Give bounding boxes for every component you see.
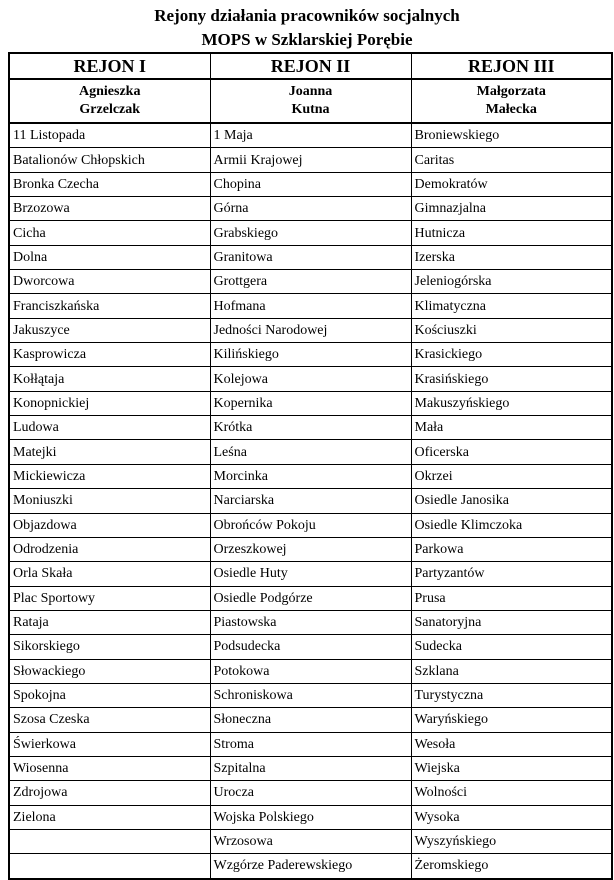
table-row	[9, 586, 612, 610]
table-row	[9, 123, 612, 148]
street-cell-region-2: Urocza	[210, 781, 411, 805]
table-row	[9, 489, 612, 513]
title-line-2: MOPS w Szklarskiej Porębie	[201, 30, 413, 49]
street-cell-region-1: Moniuszki	[9, 489, 210, 513]
street-rows	[9, 123, 612, 879]
street-cell-region-1: 11 Listopada	[9, 123, 210, 148]
region-2-header: REJON II	[210, 53, 411, 79]
street-cell-region-3: Wysoka	[411, 805, 612, 829]
street-cell-region-3: Sanatoryjna	[411, 610, 612, 634]
table-row	[9, 367, 612, 391]
street-cell-region-2: Szpitalna	[210, 756, 411, 780]
street-cell-region-2: Górna	[210, 197, 411, 221]
street-cell-region-2: Kopernika	[210, 391, 411, 415]
street-cell-region-3: Wiejska	[411, 756, 612, 780]
street-cell-region-3: Okrzei	[411, 464, 612, 488]
table-row	[9, 221, 612, 245]
street-cell-region-2: Krótka	[210, 416, 411, 440]
street-cell-region-3: Kościuszki	[411, 318, 612, 342]
street-cell-region-3: Krasińskiego	[411, 367, 612, 391]
street-cell-region-2: Granitowa	[210, 245, 411, 269]
table-row	[9, 197, 612, 221]
street-cell-region-3: Izerska	[411, 245, 612, 269]
table-row	[9, 172, 612, 196]
street-cell-region-1: Świerkowa	[9, 732, 210, 756]
street-cell-region-1	[9, 829, 210, 853]
street-cell-region-1: Dworcowa	[9, 270, 210, 294]
street-cell-region-2: Narciarska	[210, 489, 411, 513]
document-title	[0, 4, 614, 52]
street-cell-region-3: Parkowa	[411, 537, 612, 561]
table-row	[9, 245, 612, 269]
region-header-row	[9, 53, 612, 79]
street-cell-region-1: Rataja	[9, 610, 210, 634]
street-cell-region-2: Grottgera	[210, 270, 411, 294]
table-row	[9, 440, 612, 464]
street-cell-region-2: Schroniskowa	[210, 683, 411, 707]
region-1-header: REJON I	[9, 53, 210, 79]
table-row	[9, 148, 612, 172]
table-row	[9, 708, 612, 732]
table-row	[9, 294, 612, 318]
street-cell-region-1: Jakuszyce	[9, 318, 210, 342]
street-cell-region-1: Kasprowicza	[9, 343, 210, 367]
street-cell-region-3: Hutnicza	[411, 221, 612, 245]
street-cell-region-1: Szosa Czeska	[9, 708, 210, 732]
street-cell-region-1: Franciszkańska	[9, 294, 210, 318]
table-row	[9, 270, 612, 294]
table-row	[9, 562, 612, 586]
street-cell-region-1: Ludowa	[9, 416, 210, 440]
street-cell-region-1: Zdrojowa	[9, 781, 210, 805]
street-cell-region-3: Wyszyńskiego	[411, 829, 612, 853]
street-cell-region-3: Prusa	[411, 586, 612, 610]
street-cell-region-1	[9, 854, 210, 879]
region-3-worker	[411, 79, 612, 123]
street-cell-region-1: Dolna	[9, 245, 210, 269]
table-row	[9, 343, 612, 367]
street-cell-region-3: Sudecka	[411, 635, 612, 659]
table-row	[9, 829, 612, 853]
street-cell-region-3: Klimatyczna	[411, 294, 612, 318]
street-cell-region-1: Konopnickiej	[9, 391, 210, 415]
table-row	[9, 781, 612, 805]
street-cell-region-3: Krasickiego	[411, 343, 612, 367]
street-cell-region-2: Orzeszkowej	[210, 537, 411, 561]
street-cell-region-2: Wzgórze Paderewskiego	[210, 854, 411, 879]
street-cell-region-3: Turystyczna	[411, 683, 612, 707]
street-cell-region-1: Plac Sportowy	[9, 586, 210, 610]
street-cell-region-2: Leśna	[210, 440, 411, 464]
worker-last-name: Kutna	[291, 102, 330, 117]
street-cell-region-3: Wesoła	[411, 732, 612, 756]
street-cell-region-2: Osiedle Huty	[210, 562, 411, 586]
street-cell-region-2: Wrzosowa	[210, 829, 411, 853]
street-cell-region-1: Bronka Czecha	[9, 172, 210, 196]
street-cell-region-2: Osiedle Podgórze	[210, 586, 411, 610]
worker-first-name: Małgorzata	[476, 84, 546, 99]
street-cell-region-2: Obrońców Pokoju	[210, 513, 411, 537]
street-cell-region-3: Mała	[411, 416, 612, 440]
street-cell-region-2: Stroma	[210, 732, 411, 756]
street-cell-region-2: Armii Krajowej	[210, 148, 411, 172]
street-cell-region-2: Podsudecka	[210, 635, 411, 659]
table-row	[9, 610, 612, 634]
table-row	[9, 537, 612, 561]
street-cell-region-2: 1 Maja	[210, 123, 411, 148]
worker-first-name: Agnieszka	[79, 84, 141, 99]
street-cell-region-3: Osiedle Klimczoka	[411, 513, 612, 537]
worker-last-name: Małecka	[485, 102, 537, 117]
street-cell-region-1: Wiosenna	[9, 756, 210, 780]
region-2-worker	[210, 79, 411, 123]
table-row	[9, 683, 612, 707]
street-cell-region-1: Słowackiego	[9, 659, 210, 683]
street-cell-region-3: Wolności	[411, 781, 612, 805]
street-cell-region-3: Demokratów	[411, 172, 612, 196]
street-cell-region-3: Żeromskiego	[411, 854, 612, 879]
street-cell-region-2: Kilińskiego	[210, 343, 411, 367]
street-cell-region-3: Szklana	[411, 659, 612, 683]
table-row	[9, 635, 612, 659]
worker-name-row	[9, 79, 612, 123]
worker-first-name: Joanna	[288, 84, 333, 99]
street-cell-region-1: Batalionów Chłopskich	[9, 148, 210, 172]
street-cell-region-2: Słoneczna	[210, 708, 411, 732]
street-cell-region-1: Zielona	[9, 805, 210, 829]
table-row	[9, 416, 612, 440]
street-cell-region-1: Objazdowa	[9, 513, 210, 537]
title-line-1: Rejony działania pracowników socjalnych	[154, 6, 460, 25]
street-cell-region-3: Makuszyńskiego	[411, 391, 612, 415]
street-cell-region-2: Piastowska	[210, 610, 411, 634]
table-row	[9, 659, 612, 683]
regions-table	[8, 52, 613, 880]
street-cell-region-1: Mickiewicza	[9, 464, 210, 488]
table-row	[9, 464, 612, 488]
street-cell-region-1: Matejki	[9, 440, 210, 464]
street-cell-region-2: Jedności Narodowej	[210, 318, 411, 342]
street-cell-region-1: Cicha	[9, 221, 210, 245]
street-cell-region-1: Odrodzenia	[9, 537, 210, 561]
street-cell-region-2: Chopina	[210, 172, 411, 196]
street-cell-region-1: Kołłątaja	[9, 367, 210, 391]
street-cell-region-2: Potokowa	[210, 659, 411, 683]
worker-last-name: Grzelczak	[79, 102, 141, 117]
street-cell-region-2: Morcinka	[210, 464, 411, 488]
street-cell-region-2: Wojska Polskiego	[210, 805, 411, 829]
table-row	[9, 513, 612, 537]
table-row	[9, 391, 612, 415]
table-row	[9, 805, 612, 829]
street-cell-region-3: Osiedle Janosika	[411, 489, 612, 513]
table-row	[9, 854, 612, 879]
street-cell-region-3: Caritas	[411, 148, 612, 172]
table-row	[9, 732, 612, 756]
street-cell-region-1: Spokojna	[9, 683, 210, 707]
region-1-worker	[9, 79, 210, 123]
street-cell-region-3: Broniewskiego	[411, 123, 612, 148]
region-3-header: REJON III	[411, 53, 612, 79]
street-cell-region-3: Jeleniogórska	[411, 270, 612, 294]
table-row	[9, 318, 612, 342]
table-row	[9, 756, 612, 780]
street-cell-region-2: Grabskiego	[210, 221, 411, 245]
street-cell-region-1: Brzozowa	[9, 197, 210, 221]
street-cell-region-1: Sikorskiego	[9, 635, 210, 659]
street-cell-region-3: Waryńskiego	[411, 708, 612, 732]
street-cell-region-3: Gimnazjalna	[411, 197, 612, 221]
street-cell-region-1: Orla Skała	[9, 562, 210, 586]
street-cell-region-2: Kolejowa	[210, 367, 411, 391]
street-cell-region-2: Hofmana	[210, 294, 411, 318]
street-cell-region-3: Oficerska	[411, 440, 612, 464]
street-cell-region-3: Partyzantów	[411, 562, 612, 586]
